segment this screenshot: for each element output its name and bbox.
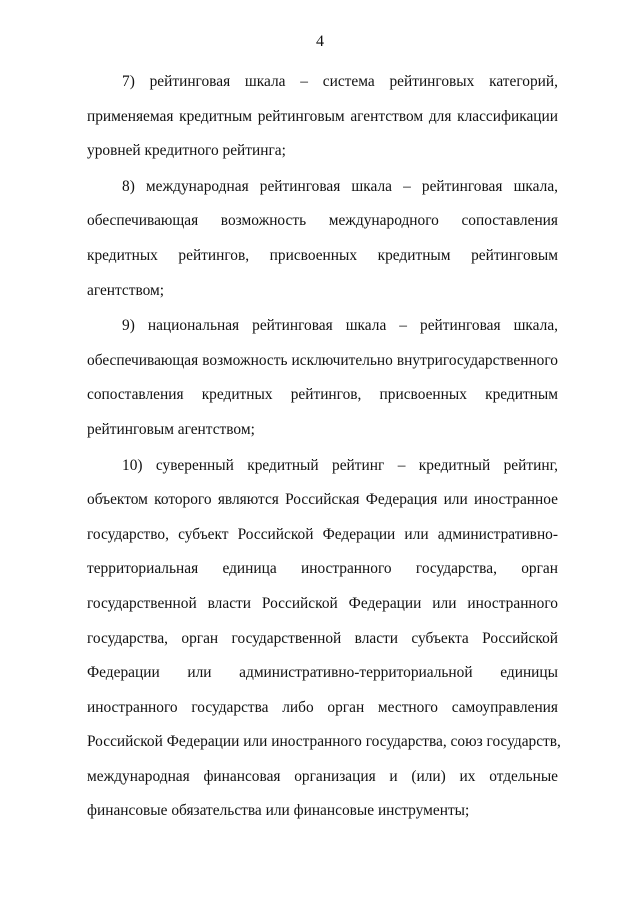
paragraph-item-7 xyxy=(87,68,558,172)
text-line: объектом которого являются Российская Федерация или иностранное xyxy=(87,491,558,509)
text-line: обеспечивающая возможность исключительно внутригосударственного xyxy=(87,351,558,369)
text-line: 10) суверенный кредитный рейтинг – кредитный рейтинг, xyxy=(122,456,558,474)
text-line: сопоставления кредитных рейтингов, присвоенных кредитным xyxy=(87,386,558,404)
text-line: обеспечивающая возможность международного сопоставления xyxy=(87,212,558,230)
text-line: уровней кредитного рейтинга; xyxy=(87,142,286,160)
text-line: территориальная единица иностранного государства, орган xyxy=(87,560,558,578)
text-line: финансовые обязательства или финансовые инструменты; xyxy=(87,802,470,820)
text-line: применяемая кредитным рейтинговым агентством для классификации xyxy=(87,107,558,125)
document-body xyxy=(87,68,561,833)
text-line: рейтинговым агентством; xyxy=(87,420,255,438)
text-line: агентством; xyxy=(87,281,165,299)
page-number: 4 xyxy=(316,33,324,50)
text-line: международная финансовая организация и (или) их отдельные xyxy=(87,767,558,785)
text-line: государственной власти Российской Федерации или иностранного xyxy=(87,594,558,612)
text-line: иностранного государства либо орган местного самоуправления xyxy=(87,698,558,716)
paragraph-item-9 xyxy=(87,312,558,450)
text-line: Федерации или административно-территориальной единицы xyxy=(87,664,558,682)
text-line: кредитных рейтингов, присвоенных кредитным рейтинговым xyxy=(87,246,558,264)
paragraph-item-10 xyxy=(87,452,561,833)
text-line: Российской Федерации или иностранного государства, союз государств, xyxy=(87,733,561,751)
text-line: государства, орган государственной власти субъекта Российской xyxy=(87,629,558,647)
text-line: 9) национальная рейтинговая шкала – рейтинговая шкала, xyxy=(122,317,558,335)
paragraph-item-8 xyxy=(87,173,558,311)
text-line: 8) международная рейтинговая шкала – рейтинговая шкала, xyxy=(122,177,558,195)
text-line: 7) рейтинговая шкала – система рейтинговых категорий, xyxy=(122,73,558,90)
text-line: государство, субъект Российской Федерации или административно- xyxy=(87,525,558,543)
